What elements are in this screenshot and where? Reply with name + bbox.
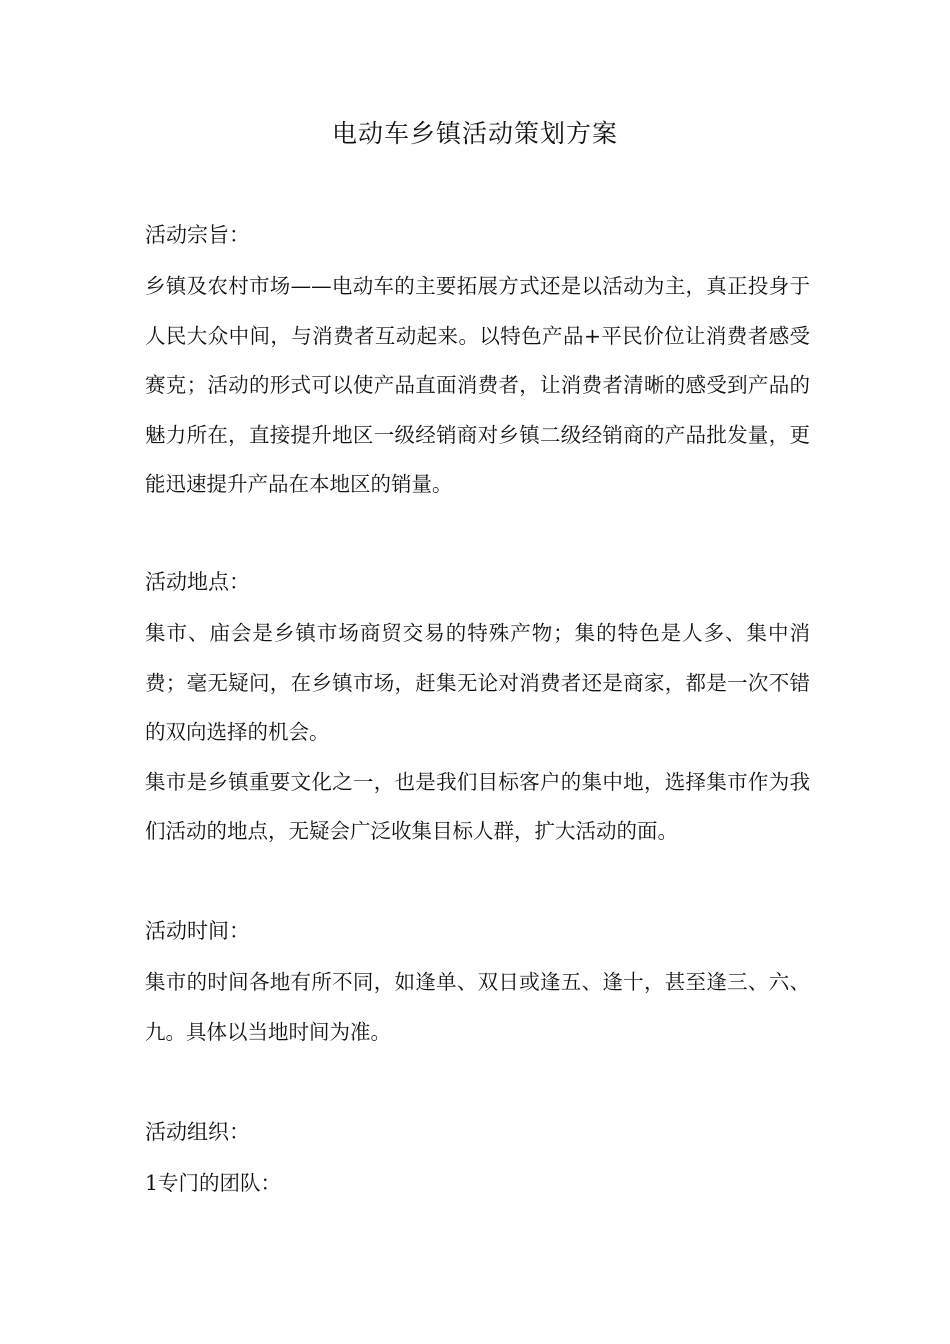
section-heading: 活动宗旨： (145, 223, 250, 247)
section-paragraph: 1专门的团队： (145, 1171, 282, 1195)
section-organization (145, 1117, 810, 1209)
section-time (145, 916, 810, 1057)
section-heading: 活动地点： (145, 570, 250, 594)
section-paragraph: 集市的时间各地有所不同，如逢单、双日或逢五、逢十，甚至逢三、六、九。具体以当地时间为准。 (145, 970, 810, 1044)
section-paragraph: 集市是乡镇重要文化之一，也是我们目标客户的集中地，选择集市作为我们活动的地点，无疑会广泛收集目标人群，扩大活动的面。 (145, 769, 810, 843)
section-heading: 活动时间： (145, 919, 250, 943)
document-title: 电动车乡镇活动策划方案 (331, 119, 618, 148)
section-purpose (145, 220, 810, 510)
section-paragraph: 集市、庙会是乡镇市场商贸交易的特殊产物；集的特色是人多、集中消费；毫无疑问，在乡镇市场，赶集无论对消费者还是商家，都是一次不错的双向选择的机会。 (145, 621, 810, 744)
section-heading: 活动组织： (145, 1120, 250, 1144)
section-location (145, 567, 810, 857)
section-paragraph: 乡镇及农村市场——电动车的主要拓展方式还是以活动为主，真正投身于人民大众中间，与消费者互动起来。以特色产品+平民价位让消费者感受赛克；活动的形式可以使产品直面消费者，让消费者清晰的感受到产品的魅力所在，直接提升地区一级经销商对乡镇二级经销商的产品批发量，更能迅速提升产品在本地区的销量。 (145, 274, 810, 496)
